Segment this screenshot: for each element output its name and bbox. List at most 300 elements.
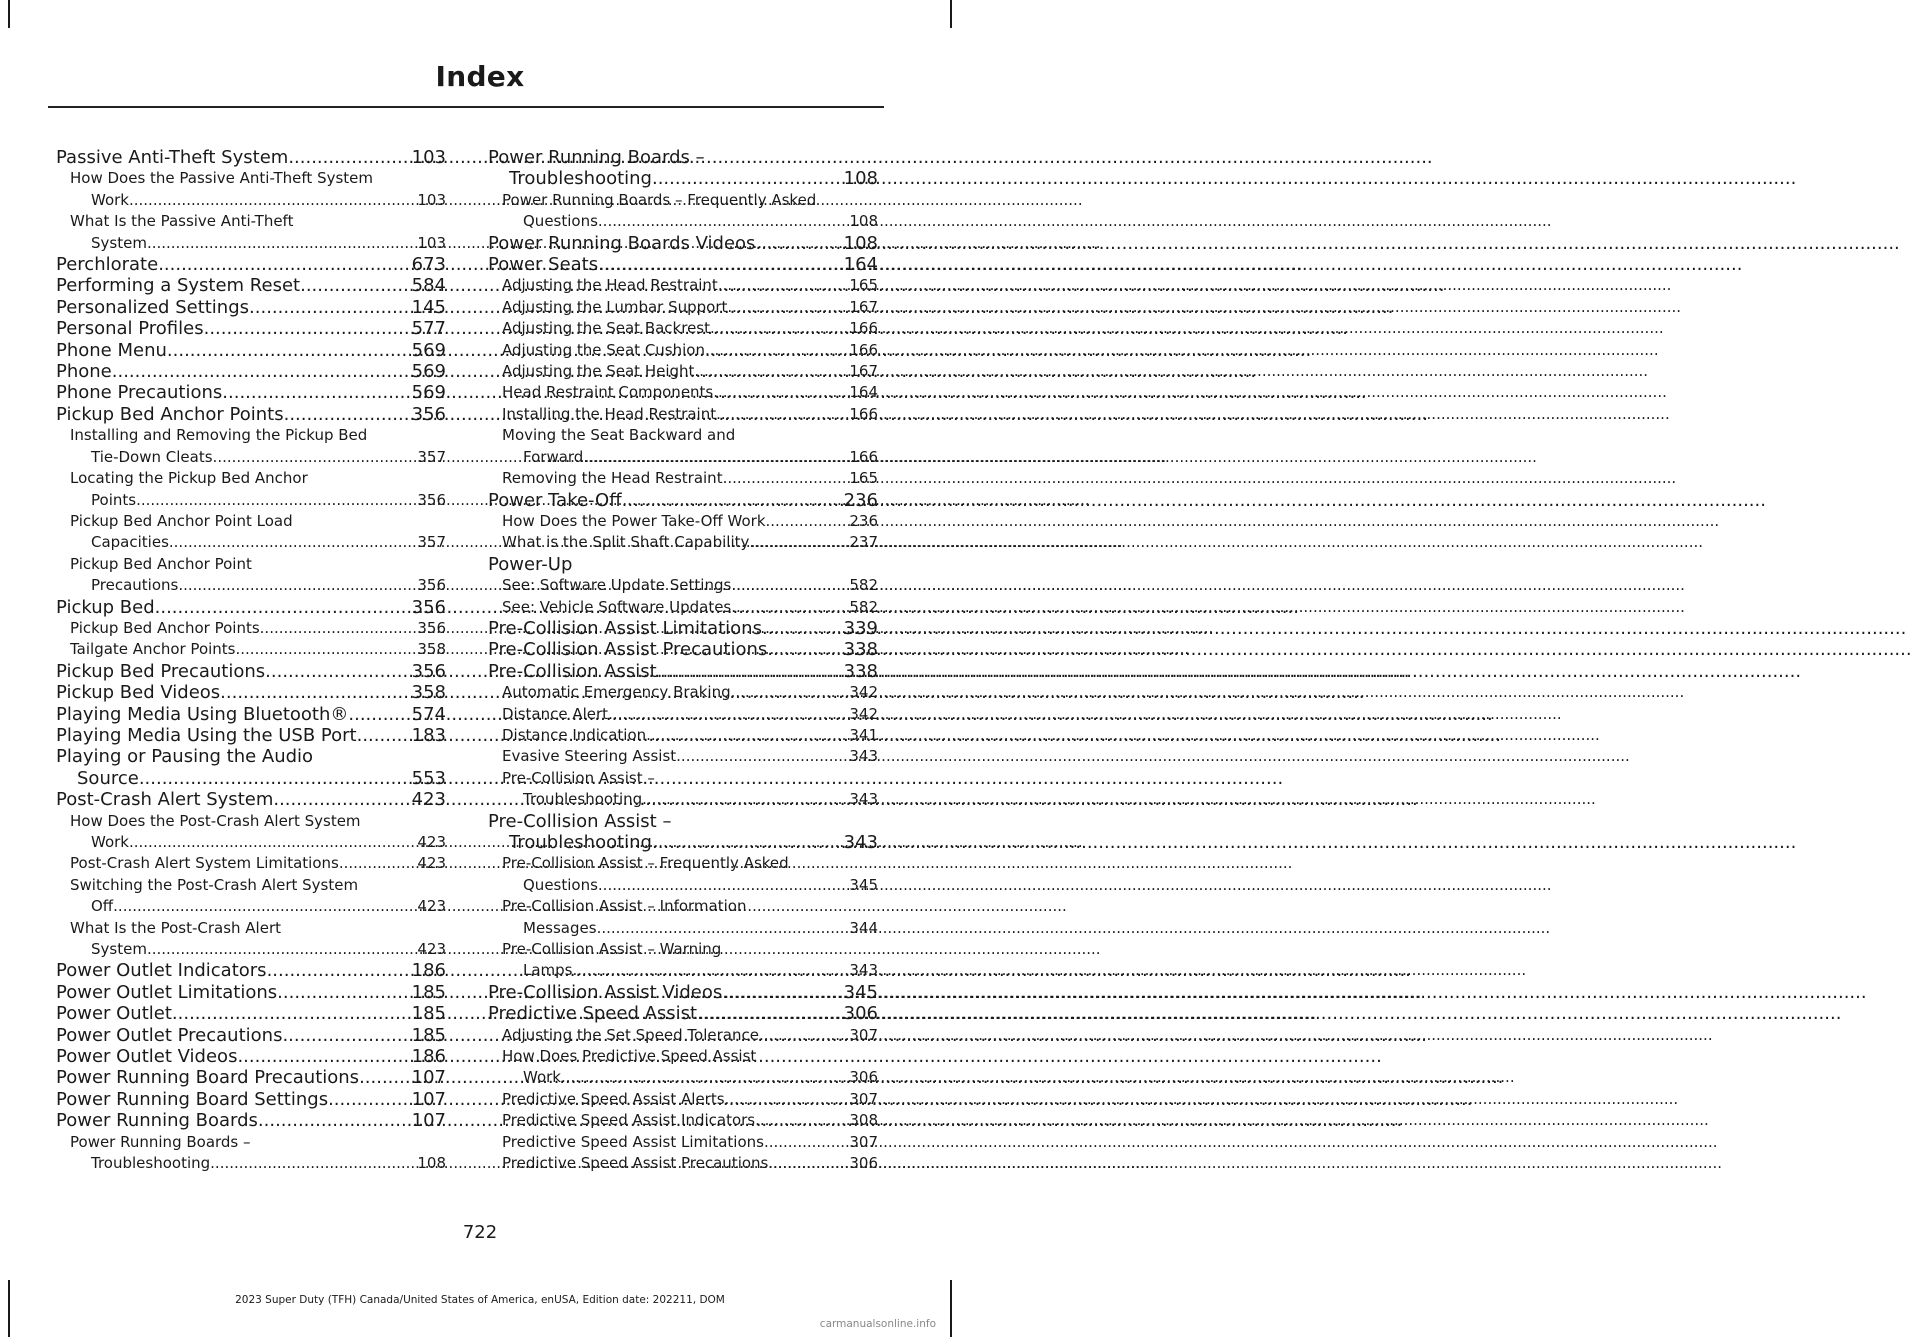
index-entry [488,618,878,639]
dot-leader [357,725,412,746]
index-entry [488,554,878,575]
entry-label: Off [91,897,114,916]
entry-label: Capacities [91,533,169,552]
page-reference: 343 [849,961,878,980]
dot-leader [213,447,418,468]
page-reference: 343 [843,832,878,853]
dot-leader [731,597,849,618]
dot-leader [697,1003,844,1024]
dot-leader [764,1132,849,1153]
index-entry [488,233,878,254]
dot-leader [718,275,850,296]
index-subentry [56,554,446,597]
page-reference: 423 [417,833,446,851]
index-entry [56,661,446,682]
dot-leader [129,832,417,853]
index-subentry [56,468,446,511]
index-entry [488,639,878,660]
index-subentry [488,1110,878,1131]
entry-label: Predictive Speed Assist Precautions [502,1154,769,1173]
dot-leader [731,682,850,703]
dot-leader [288,147,411,168]
page-reference: 166 [849,319,878,338]
index-entry [488,254,878,275]
page-reference: 185 [411,981,446,1003]
dot-leader [284,404,412,425]
dot-leader [300,275,412,296]
dot-leader [172,1003,412,1024]
entry-label-first-line: Pre-Collision Assist – Warning [502,940,722,959]
dot-leader [167,340,412,361]
dot-leader [768,1153,849,1174]
entry-label: Power Outlet Precautions [56,1024,283,1046]
page-reference: 569 [411,382,446,404]
index-subentry [488,746,878,767]
dot-leader [762,618,844,639]
entry-label: Work [91,833,129,851]
dot-leader [642,789,849,810]
page-reference: 107 [411,1110,446,1132]
index-entry [488,982,878,1003]
index-entry [56,1067,446,1088]
page-reference: 307 [849,1025,878,1044]
entry-label: Post-Crash Alert System Limitations [70,854,339,873]
entry-label: Pickup Bed Anchor Points [70,618,260,637]
entry-label: Adjusting the Set Speed Tolerance [502,1025,759,1044]
index-subentry [488,939,878,982]
entry-label: Pre-Collision Assist Videos [488,981,723,1003]
index-entry [56,1110,446,1131]
entry-label: Adjusting the Head Restraint [502,276,718,295]
entry-label: Troubleshooting [509,832,652,853]
entry-label: Work [523,1068,561,1087]
index-column-right [488,147,878,1175]
page-reference: 107 [411,1088,446,1110]
index-subentry [488,297,878,318]
index-entry [56,746,446,789]
index-entry [56,340,446,361]
page-number: 722 [462,1222,498,1243]
dot-leader [113,896,417,917]
index-entry [56,1089,446,1110]
entry-label: Power Outlet Indicators [56,960,267,982]
entry-label: Phone Precautions [56,382,223,404]
dot-leader [622,490,844,511]
entry-label-first-line: Pickup Bed Anchor Point Load [70,511,293,530]
entry-label: Tailgate Anchor Points [70,640,236,659]
dot-leader [722,982,843,1003]
index-entry [56,725,446,746]
dot-leader [598,211,849,232]
dot-leader [652,832,844,853]
dot-leader [705,340,849,361]
entry-label: Troubleshooting [91,1154,211,1173]
entry-label-first-line: Pre-Collision Assist – [488,810,672,832]
page-reference: 582 [849,597,878,616]
index-subentry [488,575,878,596]
dot-leader [139,768,412,789]
dot-leader [359,1067,412,1088]
dot-leader [155,597,412,618]
index-entry [56,275,446,296]
page-reference: 356 [411,596,446,618]
index-subentry [488,361,878,382]
page-reference: 356 [411,403,446,425]
entry-label: Pickup Bed [56,596,155,618]
footer-edition-text: 2023 Super Duty (TFH) Canada/United States of America, enUSA, Edition date: 202211, DOM [235,1294,725,1306]
page-reference: 342 [849,683,878,702]
index-subentry [56,639,446,660]
dot-leader [220,682,411,703]
page-reference: 166 [849,447,878,466]
dot-leader [236,639,418,660]
page-reference: 185 [411,1003,446,1025]
page-reference: 165 [849,276,878,295]
entry-label: Personal Profiles [56,318,204,340]
index-entry [488,811,878,854]
page-reference: 167 [849,362,878,381]
entry-label: Playing Media Using the USB Port [56,724,357,746]
dot-leader [694,361,849,382]
page-reference: 569 [411,339,446,361]
entry-label: Power Running Board Settings [56,1088,329,1110]
dot-leader [204,318,412,339]
entry-label: System [91,940,147,959]
dot-leader [129,190,417,211]
entry-label: Work [91,190,129,209]
dot-leader [749,532,849,553]
index-subentry [488,1046,878,1089]
dot-leader [725,1089,850,1110]
index-subentry [488,340,878,361]
page-reference: 356 [411,660,446,682]
page-reference: 183 [411,724,446,746]
dot-leader [282,1025,411,1046]
page-reference: 164 [843,254,878,276]
index-entry [56,361,446,382]
crop-mark-top-left [8,0,10,28]
page-reference: 423 [411,789,446,811]
dot-leader [267,960,412,981]
dot-leader [260,618,418,639]
entry-label: Distance Alert [502,704,609,723]
index-entry [56,382,446,403]
entry-label: Pickup Bed Videos [56,682,221,704]
entry-label: Power Running Board Precautions [56,1067,360,1089]
dot-leader [561,1067,849,1088]
dot-leader [112,361,412,382]
dot-leader [222,382,411,403]
index-entry [56,1025,446,1046]
entry-label: Adjusting the Seat Cushion [502,340,705,359]
page-reference: 307 [849,1132,878,1151]
index-subentry [488,1132,878,1153]
entry-label: Points [91,490,137,509]
entry-label-first-line: Pre-Collision Assist – Information [502,897,747,916]
index-subentry [488,511,878,532]
index-entry [56,318,446,339]
index-entry [56,147,446,168]
page-reference: 569 [411,361,446,383]
dot-leader [583,447,849,468]
page-reference: 357 [417,533,446,552]
dot-leader [731,575,849,596]
entry-label: Perchlorate [56,254,159,276]
dot-leader [158,254,411,275]
dot-leader [147,233,417,254]
index-subentry [56,511,446,554]
index-entry [488,147,878,190]
index-subentry [56,618,446,639]
entry-label: Questions [523,212,598,231]
page-reference: 423 [417,897,446,916]
index-subentry [488,425,878,468]
index-subentry [488,768,878,811]
entry-label: System [91,233,147,252]
entry-label: Pre-Collision Assist Precautions [488,639,768,661]
dot-leader [597,918,850,939]
entry-label: Power Running Boards [56,1110,258,1132]
dot-leader [258,1110,412,1131]
page-reference: 338 [843,660,878,682]
page-reference: 577 [411,318,446,340]
page-reference: 103 [417,233,446,252]
header-rule [48,106,884,108]
dot-leader [713,382,849,403]
index-subentry [488,682,878,703]
entry-label: Power Outlet Videos [56,1046,238,1068]
page-reference: 108 [843,168,878,190]
entry-label-first-line: How Does Predictive Speed Assist [502,1047,757,1066]
entry-label-first-line: Power Running Boards – [70,1132,251,1151]
entry-label-first-line: Locating the Pickup Bed Anchor [70,469,308,488]
dot-leader [136,490,417,511]
dot-leader [657,661,844,682]
entry-label: Phone [56,361,112,383]
dot-leader [727,297,849,318]
index-entry [56,254,446,275]
entry-label: Performing a System Reset [56,275,301,297]
entry-label: Predictive Speed Assist Alerts [502,1089,725,1108]
crop-mark-top-right [950,0,952,28]
page-reference: 165 [849,469,878,488]
entry-label: Lamps [523,961,573,980]
entry-label: Passive Anti-Theft System [56,147,289,168]
entry-label-first-line: How Does the Passive Anti-Theft System [70,169,374,188]
page-reference: 356 [417,490,446,509]
entry-label: Predictive Speed Assist Indicators [502,1111,756,1130]
page-reference: 358 [417,640,446,659]
page-reference: 164 [849,383,878,402]
crop-mark-bottom-left [8,1280,10,1337]
page-reference: 103 [417,190,446,209]
entry-label: Questions [523,875,598,894]
entry-label: Head Restraint Components [502,383,714,402]
entry-label-first-line: Power Running Boards – Frequently Asked [502,190,817,209]
dot-leader [348,704,411,725]
index-entry [488,490,878,511]
dot-leader [759,1025,849,1046]
entry-label: Playing Media Using Bluetooth® [56,703,349,725]
entry-label-first-line: Pre-Collision Assist – Frequently Asked [502,854,789,873]
index-subentry [488,404,878,425]
index-entry [488,661,878,682]
page-reference: 338 [843,639,878,661]
page-reference: 345 [843,981,878,1003]
index-subentry [488,725,878,746]
entry-label: Adjusting the Seat Backrest [502,319,711,338]
entry-label-first-line: Pickup Bed Anchor Point [70,554,252,573]
page-reference: 423 [417,854,446,873]
page-reference: 103 [411,147,446,168]
index-subentry [488,853,878,896]
index-subentry [488,468,878,489]
index-subentry [488,1089,878,1110]
entry-label: Pickup Bed Precautions [56,660,266,682]
entry-label: Post-Crash Alert System [56,789,274,811]
dot-leader [755,1110,849,1131]
entry-label: Pre-Collision Assist Limitations [488,617,762,639]
page-reference: 237 [849,533,878,552]
entry-label: See: Vehicle Software Updates [502,597,732,616]
dot-leader [766,511,850,532]
dot-leader [598,254,844,275]
index-entry [56,960,446,981]
entry-label: Removing the Head Restraint [502,469,723,488]
index-subentry [56,875,446,918]
page-reference: 341 [849,725,878,744]
dot-leader [277,982,411,1003]
watermark: carmanualsonline.info [819,1318,936,1330]
entry-label: Pre-Collision Assist [488,660,657,682]
page-reference: 186 [411,1046,446,1068]
page-reference: 108 [843,232,878,254]
page-reference: 306 [843,1003,878,1025]
entry-label: Adjusting the Lumbar Support [502,297,728,316]
page-reference: 584 [411,275,446,297]
index-entry [56,789,446,810]
entry-label: Power Outlet [56,1003,172,1025]
page-reference: 343 [849,790,878,809]
entry-label-first-line: Pre-Collision Assist – [502,768,655,787]
index-subentry [56,168,446,211]
page-reference: 108 [417,1154,446,1173]
dot-leader [273,789,411,810]
page-reference: 357 [417,447,446,466]
page-reference: 166 [849,340,878,359]
page-reference: 306 [849,1068,878,1087]
page-reference: 306 [849,1154,878,1173]
page-title: Index [435,60,525,93]
entry-label-first-line: Power Running Boards – [488,147,705,168]
entry-label: Forward [523,447,584,466]
index-entry [56,297,446,318]
index-entry [488,1003,878,1024]
page-reference: 582 [849,576,878,595]
dot-leader [169,532,417,553]
index-subentry [488,1025,878,1046]
entry-label-first-line: Moving the Seat Backward and [502,426,736,445]
entry-label: Power Seats [488,254,599,276]
index-subentry [488,704,878,725]
entry-label: Tie-Down Cleats [91,447,213,466]
page-reference: 108 [849,212,878,231]
index-subentry [488,382,878,403]
page-reference: 185 [411,1024,446,1046]
entry-label: Power-Up [488,553,573,575]
entry-label-first-line: What Is the Passive Anti-Theft [70,212,294,231]
dot-leader [608,704,849,725]
dot-leader [178,575,417,596]
index-subentry [488,318,878,339]
index-entry [56,404,446,425]
entry-label: Distance Indication [502,725,647,744]
index-entry [56,1003,446,1024]
index-subentry [488,1153,878,1174]
entry-label: Predictive Speed Assist Limitations [502,1132,764,1151]
page-reference: 356 [417,618,446,637]
page-reference: 358 [411,682,446,704]
entry-label-first-line: How Does the Post-Crash Alert System [70,811,361,830]
dot-leader [573,960,850,981]
page-reference: 574 [411,703,446,725]
entry-label: Troubleshooting [523,790,643,809]
entry-label-first-line: Switching the Post-Crash Alert System [70,875,359,894]
page-reference: 339 [843,617,878,639]
page-reference: 307 [849,1089,878,1108]
entry-label: Predictive Speed Assist [488,1003,698,1025]
index-subentry [488,275,878,296]
dot-leader [265,661,411,682]
entry-label: Personalized Settings [56,296,250,318]
entry-label-first-line: What Is the Post-Crash Alert [70,918,281,937]
crop-mark-bottom-right [950,1280,952,1337]
entry-label: What is the Split Shaft Capability [502,533,750,552]
index-subentry [56,1132,446,1175]
dot-leader [339,853,418,874]
dot-leader [328,1089,412,1110]
page-reference: 107 [411,1067,446,1089]
entry-label: Precautions [91,576,179,595]
entry-label: Automatic Emergency Braking [502,683,731,702]
page-reference: 356 [417,576,446,595]
dot-leader [237,1046,411,1067]
entry-label: Messages [523,918,597,937]
index-entry [56,597,446,618]
entry-label-first-line: Playing or Pausing the Audio [56,746,314,768]
page-reference: 423 [417,940,446,959]
dot-leader [598,875,849,896]
dot-leader [147,939,417,960]
index-subentry [488,896,878,939]
page-header [0,60,960,93]
index-subentry [56,425,446,468]
page-reference: 673 [411,254,446,276]
index-subentry [488,190,878,233]
entry-label: Power Outlet Limitations [56,981,278,1003]
entry-label: Power Take-Off [488,489,622,511]
entry-label: See: Software Update Settings [502,576,732,595]
dot-leader [755,233,843,254]
entry-label: How Does the Power Take-Off Work [502,511,766,530]
index-entry [56,982,446,1003]
entry-label: Source [77,767,139,789]
entry-label: Phone Menu [56,339,167,361]
dot-leader [652,168,844,189]
entry-label-first-line: Installing and Removing the Pickup Bed [70,426,368,445]
dot-leader [716,404,849,425]
dot-leader [710,318,849,339]
